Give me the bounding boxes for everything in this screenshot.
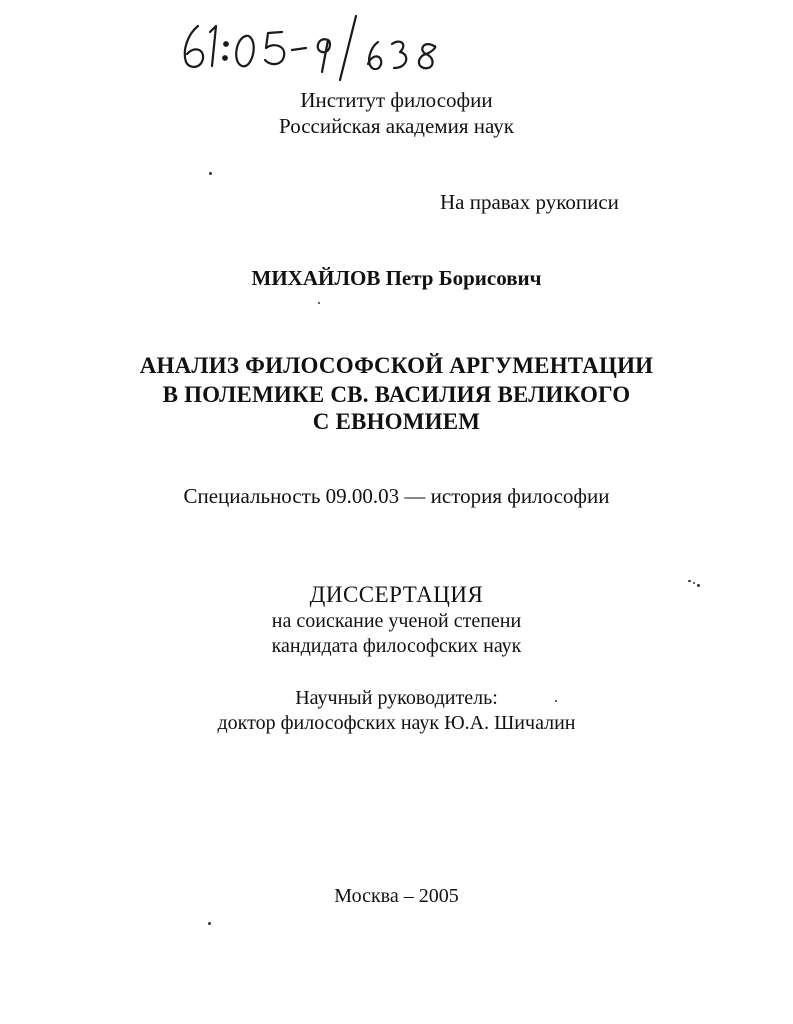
supervisor-label: Научный руководитель:: [295, 687, 498, 709]
scan-speck: [693, 582, 695, 584]
scan-speck: [208, 922, 211, 925]
scan-speck: [318, 302, 320, 304]
specialty: Специальность 09.00.03 — история философии: [183, 484, 610, 508]
scan-speck: [555, 700, 557, 702]
rights-note: На правах рукописи: [440, 190, 619, 214]
dissertation-heading: ДИССЕРТАЦИЯ: [309, 582, 484, 607]
institute-line-1: Институт философии: [300, 88, 493, 112]
scan-speck: [688, 580, 691, 582]
dissertation-line-1: на соискание ученой степени: [271, 610, 522, 632]
handwritten-catalog-number: [168, 6, 468, 86]
title-line-2: В ПОЛЕМИКЕ СВ. ВАСИЛИЯ ВЕЛИКОГО: [162, 382, 631, 407]
scan-speck: [209, 172, 212, 175]
scan-speck: [697, 584, 700, 587]
supervisor-name: доктор философских наук Ю.А. Шичалин: [217, 712, 576, 734]
handwritten-number-drawing: [168, 6, 468, 86]
title-line-1: АНАЛИЗ ФИЛОСОФСКОЙ АРГУМЕНТАЦИИ: [139, 353, 654, 378]
institute-line-2: Российская академия наук: [279, 114, 514, 138]
city-year: Москва – 2005: [334, 885, 459, 907]
title-line-3: С ЕВНОМИЕМ: [312, 409, 481, 434]
author-name: МИХАЙЛОВ Петр Борисович: [251, 266, 542, 290]
dissertation-line-2: кандидата философских наук: [271, 635, 522, 657]
